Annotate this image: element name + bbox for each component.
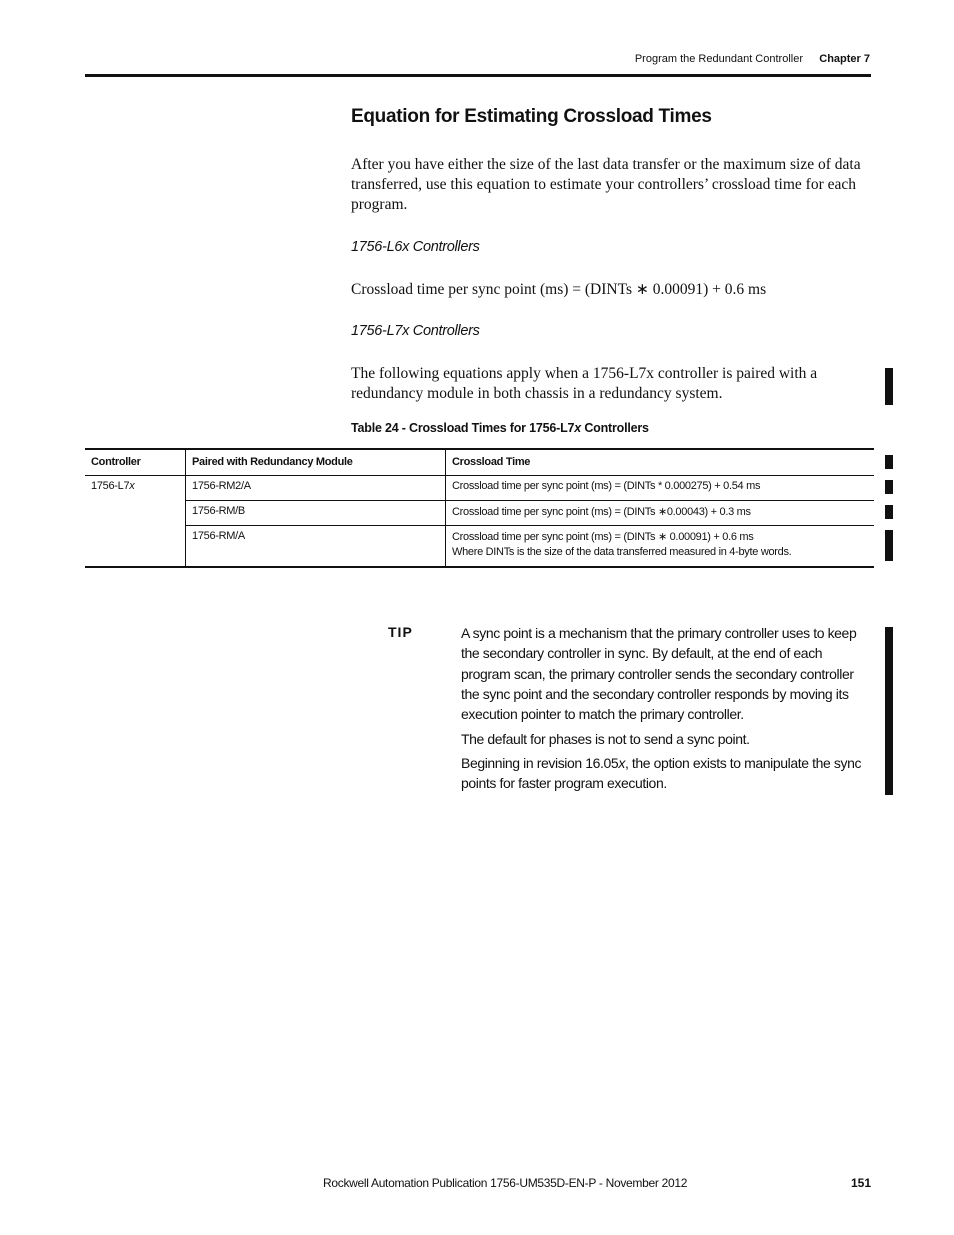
- change-bar: [885, 505, 893, 519]
- module-cell: 1756-RM/B: [186, 501, 446, 526]
- change-bar: [885, 480, 893, 494]
- table-header-row: [85, 449, 874, 476]
- column-header-crossload-time: Crossload Time: [446, 449, 875, 476]
- footer-publication: Rockwell Automation Publication 1756-UM535D-EN-P - November 2012: [323, 1176, 688, 1190]
- section-title: Equation for Estimating Crossload Times: [351, 106, 712, 127]
- change-bar: [885, 627, 893, 795]
- crossload-times-table: [85, 448, 874, 568]
- header-rule: [85, 74, 871, 77]
- l6x-equation: Crossload time per sync point (ms) = (DINTs ∗ 0.00091) + 0.6 ms: [351, 281, 767, 298]
- change-bar: [885, 530, 893, 561]
- crossload-time-cell: Crossload time per sync point (ms) = (DINTs ∗ 0.00091) + 0.6 ms Where DINTs is the size of the data transferred measured in 4-byte words.: [446, 526, 875, 568]
- change-bar: [885, 368, 893, 405]
- l6x-heading: 1756-L6x Controllers: [351, 239, 480, 255]
- tip-paragraph-1: A sync point is a mechanism that the primary controller uses to keep the secondary controller in sync. By default, at the end of each program scan, the primary controller sends the secondary controller the sync point and the secondary controller responds by moving its execution pointer to match the primary controller.: [461, 625, 857, 723]
- module-cell: 1756-RM2/A: [186, 476, 446, 501]
- l7x-paragraph: The following equations apply when a 1756-L7x controller is paired with a redundancy module in both chassis in a redundancy system.: [351, 365, 818, 402]
- crossload-time-cell: Crossload time per sync point (ms) = (DINTs * 0.000275) + 0.54 ms: [446, 476, 875, 501]
- table-row: [85, 476, 874, 501]
- l7x-heading: 1756-L7x Controllers: [351, 323, 480, 339]
- controller-cell: 1756-L7x: [85, 476, 186, 568]
- page-number: 151: [850, 1176, 871, 1190]
- module-cell: 1756-RM/A: [186, 526, 446, 568]
- column-header-module: Paired with Redundancy Module: [186, 449, 446, 476]
- intro-paragraph: After you have either the size of the last data transfer or the maximum size of data transferred, use this equation to estimate your controllers’ crossload time for each program.: [351, 156, 861, 213]
- tip-label: TIP: [388, 624, 413, 640]
- table-row: [85, 526, 874, 568]
- column-header-controller: Controller: [85, 449, 186, 476]
- running-header-chapter: Chapter 7: [819, 53, 870, 65]
- running-header-section: Program the Redundant Controller: [634, 53, 803, 65]
- table-caption: Table 24 - Crossload Times for 1756-L7x Controllers: [351, 421, 649, 435]
- tip-paragraph-2: The default for phases is not to send a sync point.: [461, 731, 750, 747]
- tip-paragraph-3: Beginning in revision 16.05x, the option exists to manipulate the sync points for faster program execution.: [461, 755, 862, 792]
- change-bar: [885, 455, 893, 469]
- table-row: [85, 501, 874, 526]
- crossload-time-cell: Crossload time per sync point (ms) = (DINTs ∗0.00043) + 0.3 ms: [446, 501, 875, 526]
